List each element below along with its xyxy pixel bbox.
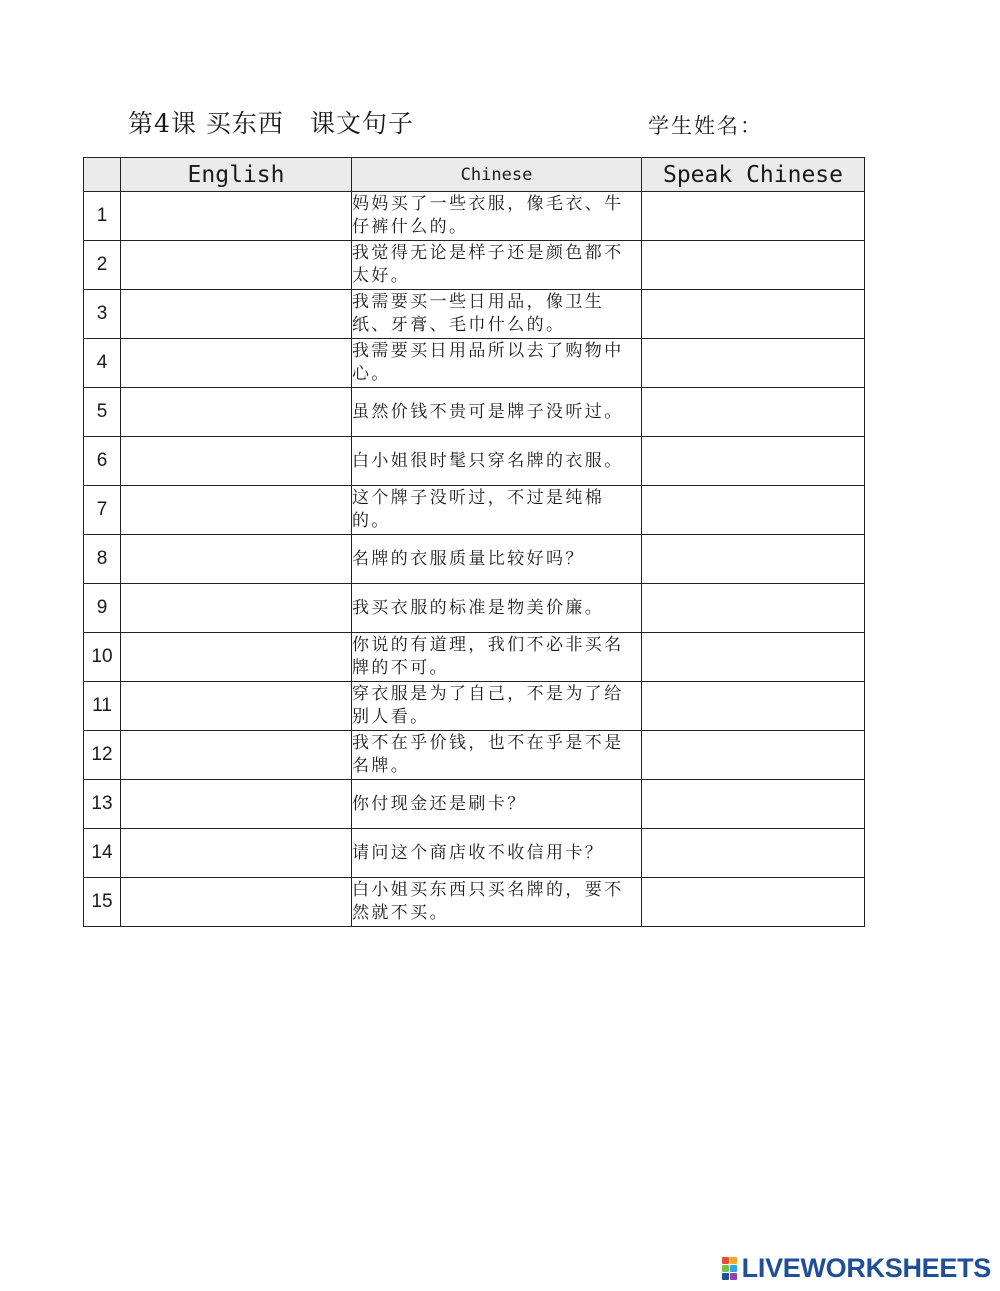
logo-square xyxy=(722,1257,729,1264)
english-answer-field[interactable] xyxy=(121,486,352,535)
table-row xyxy=(84,339,865,388)
speak-chinese-field[interactable] xyxy=(642,437,865,486)
table-row xyxy=(84,633,865,682)
logo-square xyxy=(722,1273,729,1280)
student-name-label: 学生姓名： xyxy=(648,114,763,138)
speak-chinese-field[interactable] xyxy=(642,731,865,780)
liveworksheets-logo xyxy=(722,1253,991,1284)
english-answer-field[interactable] xyxy=(121,535,352,584)
speak-chinese-field[interactable] xyxy=(642,878,865,927)
chinese-sentence: 我需要买一些日用品，像卫生纸、牙膏、毛巾什么的。 xyxy=(352,290,642,339)
row-number: 11 xyxy=(84,682,121,731)
english-answer-field[interactable] xyxy=(121,829,352,878)
speak-chinese-field[interactable] xyxy=(642,584,865,633)
speak-chinese-field[interactable] xyxy=(642,535,865,584)
table-row xyxy=(84,535,865,584)
english-answer-field[interactable] xyxy=(121,290,352,339)
english-answer-field[interactable] xyxy=(121,780,352,829)
table-row xyxy=(84,437,865,486)
row-number: 3 xyxy=(84,290,121,339)
chinese-sentence: 我买衣服的标准是物美价廉。 xyxy=(352,584,642,633)
table-row xyxy=(84,682,865,731)
row-number: 2 xyxy=(84,241,121,290)
chinese-sentence: 你付现金还是刷卡？ xyxy=(352,780,642,829)
table-body xyxy=(84,192,865,927)
table-row xyxy=(84,731,865,780)
table-row xyxy=(84,878,865,927)
row-number: 10 xyxy=(84,633,121,682)
chinese-sentence: 我觉得无论是样子还是颜色都不太好。 xyxy=(352,241,642,290)
english-answer-field[interactable] xyxy=(121,878,352,927)
header-speak-chinese: Speak Chinese xyxy=(642,158,865,192)
logo-square xyxy=(730,1257,737,1264)
table-row xyxy=(84,388,865,437)
chinese-sentence: 白小姐买东西只买名牌的，要不然就不买。 xyxy=(352,878,642,927)
table-header-row xyxy=(84,158,865,192)
english-answer-field[interactable] xyxy=(121,731,352,780)
header-chinese: Chinese xyxy=(352,158,642,192)
speak-chinese-field[interactable] xyxy=(642,682,865,731)
chinese-sentence: 你说的有道理，我们不必非买名牌的不可。 xyxy=(352,633,642,682)
logo-square xyxy=(722,1265,729,1272)
speak-chinese-field[interactable] xyxy=(642,780,865,829)
table-row xyxy=(84,486,865,535)
chinese-sentence: 虽然价钱不贵可是牌子没听过。 xyxy=(352,388,642,437)
table-row xyxy=(84,780,865,829)
english-answer-field[interactable] xyxy=(121,241,352,290)
logo-text: LIVEWORKSHEETS xyxy=(741,1253,991,1283)
speak-chinese-field[interactable] xyxy=(642,339,865,388)
row-number: 13 xyxy=(84,780,121,829)
speak-chinese-field[interactable] xyxy=(642,290,865,339)
english-answer-field[interactable] xyxy=(121,584,352,633)
row-number: 4 xyxy=(84,339,121,388)
speak-chinese-field[interactable] xyxy=(642,192,865,241)
sentence-table xyxy=(83,157,865,927)
speak-chinese-field[interactable] xyxy=(642,829,865,878)
row-number: 7 xyxy=(84,486,121,535)
english-answer-field[interactable] xyxy=(121,437,352,486)
header-number xyxy=(84,158,121,192)
row-number: 15 xyxy=(84,878,121,927)
header-english: English xyxy=(121,158,352,192)
table-row xyxy=(84,290,865,339)
logo-square xyxy=(730,1273,737,1280)
chinese-sentence: 请问这个商店收不收信用卡？ xyxy=(352,829,642,878)
chinese-sentence: 穿衣服是为了自己，不是为了给别人看。 xyxy=(352,682,642,731)
speak-chinese-field[interactable] xyxy=(642,241,865,290)
lesson-title: 第4课 买东西 课文句子 xyxy=(128,109,414,138)
english-answer-field[interactable] xyxy=(121,633,352,682)
english-answer-field[interactable] xyxy=(121,682,352,731)
logo-square xyxy=(730,1265,737,1272)
row-number: 12 xyxy=(84,731,121,780)
row-number: 14 xyxy=(84,829,121,878)
chinese-sentence: 名牌的衣服质量比较好吗？ xyxy=(352,535,642,584)
table-row xyxy=(84,829,865,878)
speak-chinese-field[interactable] xyxy=(642,486,865,535)
row-number: 8 xyxy=(84,535,121,584)
speak-chinese-field[interactable] xyxy=(642,388,865,437)
row-number: 5 xyxy=(84,388,121,437)
speak-chinese-field[interactable] xyxy=(642,633,865,682)
english-answer-field[interactable] xyxy=(121,339,352,388)
chinese-sentence: 妈妈买了一些衣服，像毛衣、牛仔裤什么的。 xyxy=(352,192,642,241)
row-number: 1 xyxy=(84,192,121,241)
row-number: 9 xyxy=(84,584,121,633)
english-answer-field[interactable] xyxy=(121,388,352,437)
chinese-sentence: 这个牌子没听过，不过是纯棉的。 xyxy=(352,486,642,535)
english-answer-field[interactable] xyxy=(121,192,352,241)
table-row xyxy=(84,584,865,633)
chinese-sentence: 白小姐很时髦只穿名牌的衣服。 xyxy=(352,437,642,486)
table-row xyxy=(84,241,865,290)
row-number: 6 xyxy=(84,437,121,486)
chinese-sentence: 我需要买日用品所以去了购物中心。 xyxy=(352,339,642,388)
liveworksheets-logo-icon xyxy=(722,1257,737,1280)
chinese-sentence: 我不在乎价钱，也不在乎是不是名牌。 xyxy=(352,731,642,780)
table-row xyxy=(84,192,865,241)
